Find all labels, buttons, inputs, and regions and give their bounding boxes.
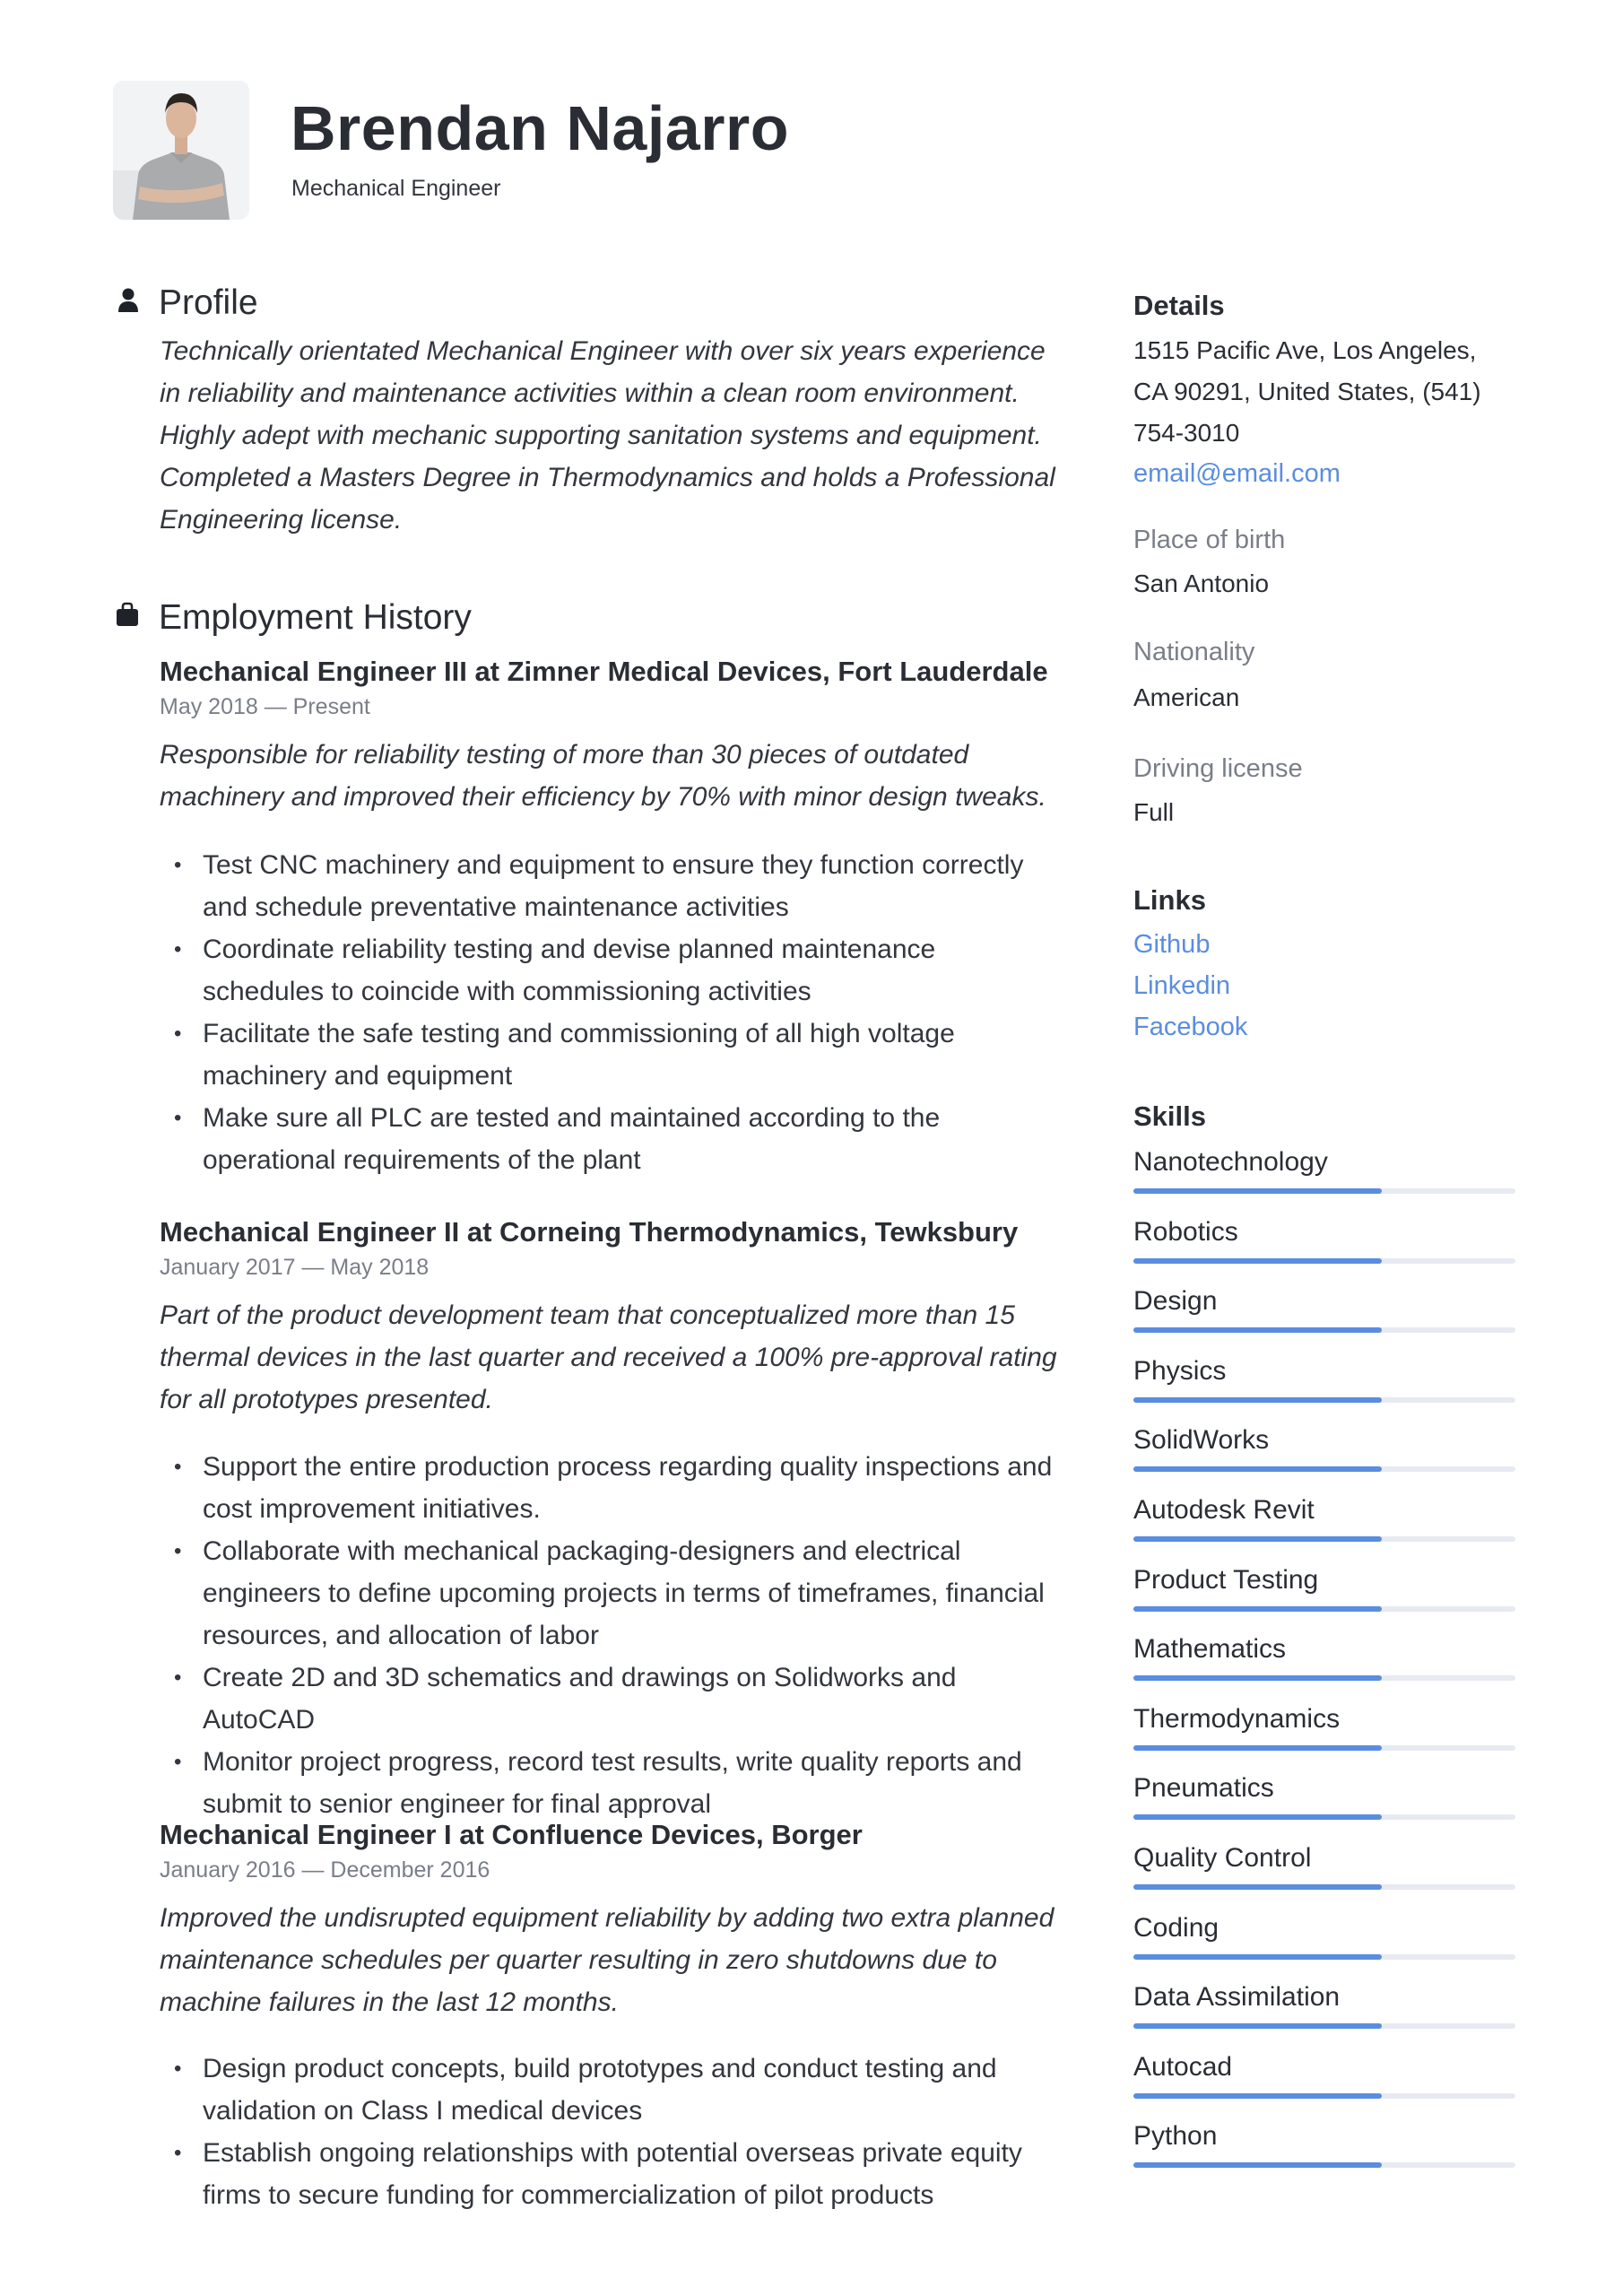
skill-level-fill bbox=[1133, 1745, 1382, 1751]
bullet-item: • Collaborate with mechanical packaging-designers and electrical engineers to define upcoming projects in terms of timeframes, financial resources, and allocation of labor bbox=[160, 1530, 1074, 1657]
job-title: Mechanical Engineer I at Confluence Devices, Borger bbox=[160, 1819, 863, 1850]
skill-level-fill bbox=[1133, 2162, 1382, 2168]
skill-item bbox=[1133, 1216, 1519, 1273]
details-heading: Details bbox=[1133, 290, 1225, 321]
profile-summary bbox=[160, 330, 1083, 541]
skill-level-fill bbox=[1133, 1327, 1382, 1333]
job-summary-line: for all prototypes presented. bbox=[160, 1385, 493, 1414]
skill-level-fill bbox=[1133, 1536, 1382, 1542]
skill-item bbox=[1133, 1355, 1519, 1412]
skill-item bbox=[1133, 1775, 1519, 1829]
place-of-birth-value: San Antonio bbox=[1133, 570, 1270, 597]
skill-level-bar bbox=[1133, 1188, 1515, 1194]
skill-level-fill bbox=[1133, 1675, 1382, 1681]
bullet-item: • Test CNC machinery and equipment to ensure they function correctly and schedule preventative maintenance activities bbox=[160, 844, 1074, 928]
skill-name: Design bbox=[1133, 1286, 1218, 1317]
skill-level-fill bbox=[1133, 1606, 1382, 1612]
skill-level-fill bbox=[1133, 1258, 1382, 1264]
briefcase-icon bbox=[116, 601, 139, 628]
skill-name: Data Assimilation bbox=[1133, 1982, 1341, 2013]
job-title: Mechanical Engineer II at Corneing Thermodynamics, Tewksbury bbox=[160, 1216, 1019, 1248]
skills-heading: Skills bbox=[1133, 1100, 1206, 1132]
address bbox=[1133, 330, 1510, 454]
job-dates: January 2016 — December 2016 bbox=[160, 1857, 490, 1883]
skill-level-fill bbox=[1133, 1884, 1382, 1890]
nationality-value: American bbox=[1133, 683, 1240, 711]
skill-name: Product Testing bbox=[1133, 1564, 1319, 1595]
skill-level-fill bbox=[1133, 1954, 1382, 1960]
section-title-employment: Employment History bbox=[159, 598, 472, 637]
skill-name: Pneumatics bbox=[1133, 1773, 1274, 1804]
skill-level-bar bbox=[1133, 1466, 1515, 1472]
skill-name: Coding bbox=[1133, 1912, 1219, 1943]
profile-line: Technically orientated Mechanical Engineer with over six years experience bbox=[160, 336, 1046, 366]
job-summary-line: thermal devices in the last quarter and received a 100% pre-approval rating bbox=[160, 1343, 1057, 1372]
job-summary bbox=[160, 734, 1083, 818]
skill-level-bar bbox=[1133, 1258, 1515, 1264]
job-bullets bbox=[160, 844, 1074, 1181]
skill-name: Autodesk Revit bbox=[1133, 1495, 1315, 1525]
job-bullets bbox=[160, 2048, 1074, 2216]
skill-level-bar bbox=[1133, 1814, 1515, 1820]
skill-level-bar bbox=[1133, 1397, 1515, 1403]
skill-name: Autocad bbox=[1133, 2051, 1233, 2082]
links-heading: Links bbox=[1133, 884, 1206, 916]
email-link[interactable]: email@email.com bbox=[1133, 459, 1341, 488]
skill-level-fill bbox=[1133, 1188, 1382, 1194]
skill-level-bar bbox=[1133, 1884, 1515, 1890]
skill-item bbox=[1133, 1427, 1519, 1481]
skill-level-bar bbox=[1133, 2093, 1515, 2099]
person-photo-illustration bbox=[113, 81, 249, 220]
bullet-item: • Establish ongoing relationships with potential overseas private equity firms to secure funding for commercialization of pilot products bbox=[160, 2132, 1074, 2216]
bullet-item: • Make sure all PLC are tested and maintained according to the operational requirements of the plant bbox=[160, 1097, 1074, 1181]
nationality-label: Nationality bbox=[1133, 638, 1255, 666]
profile-line: Completed a Masters Degree in Thermodynamics and holds a Professional bbox=[160, 463, 1055, 492]
skill-name: Physics bbox=[1133, 1355, 1227, 1386]
skill-item bbox=[1133, 1845, 1519, 1899]
job-summary bbox=[160, 1294, 1083, 1421]
skill-item bbox=[1133, 1636, 1519, 1690]
bullet-item: • Monitor project progress, record test results, write quality reports and submit to senior engineer for final approval bbox=[160, 1741, 1074, 1825]
skill-level-bar bbox=[1133, 2162, 1515, 2168]
github-link[interactable]: Github bbox=[1133, 930, 1211, 959]
skill-item bbox=[1133, 1564, 1519, 1621]
address-line: 754-3010 bbox=[1133, 419, 1240, 447]
skill-level-fill bbox=[1133, 2023, 1382, 2029]
bullet-item: • Facilitate the safe testing and commissioning of all high voltage machinery and equipment bbox=[160, 1013, 1074, 1097]
candidate-name: Brendan Najarro bbox=[291, 93, 789, 163]
job-title: Mechanical Engineer III at Zimner Medical Devices, Fort Lauderdale bbox=[160, 656, 1048, 687]
skill-level-bar bbox=[1133, 1606, 1515, 1612]
skill-level-bar bbox=[1133, 1536, 1515, 1542]
profile-photo bbox=[113, 81, 249, 220]
skill-level-bar bbox=[1133, 1745, 1515, 1751]
bullet-item: • Create 2D and 3D schematics and drawings on Solidworks and AutoCAD bbox=[160, 1657, 1074, 1741]
profile-line: Engineering license. bbox=[160, 505, 403, 535]
address-line: 1515 Pacific Ave, Los Angeles, bbox=[1133, 336, 1477, 364]
skill-item bbox=[1133, 1288, 1519, 1342]
address-line: CA 90291, United States, (541) bbox=[1133, 378, 1481, 405]
skill-name: Quality Control bbox=[1133, 1843, 1312, 1873]
skill-item bbox=[1133, 1984, 1519, 2038]
job-dates: January 2017 — May 2018 bbox=[160, 1255, 430, 1280]
skill-item bbox=[1133, 2051, 1519, 2108]
job-summary-line: maintenance schedules per quarter resulting in zero shutdowns due to bbox=[160, 1945, 997, 1975]
job-summary-line: machinery and improved their efficiency by 70% with minor design tweaks. bbox=[160, 782, 1046, 812]
skill-name: Nanotechnology bbox=[1133, 1147, 1328, 1177]
driving-license-value: Full bbox=[1133, 798, 1175, 826]
skill-name: Robotics bbox=[1133, 1216, 1238, 1247]
job-summary-line: Part of the product development team that conceptualized more than 15 bbox=[160, 1300, 1015, 1330]
linkedin-link[interactable]: Linkedin bbox=[1133, 971, 1231, 1000]
skill-level-fill bbox=[1133, 1397, 1382, 1403]
facebook-link[interactable]: Facebook bbox=[1133, 1013, 1248, 1041]
skill-item bbox=[1133, 1497, 1519, 1551]
job-summary-line: Improved the undisrupted equipment reliability by adding two extra planned bbox=[160, 1903, 1055, 1933]
section-title-profile: Profile bbox=[159, 283, 258, 322]
skill-level-bar bbox=[1133, 1327, 1515, 1333]
skill-item bbox=[1133, 1912, 1519, 1969]
place-of-birth-label: Place of birth bbox=[1133, 526, 1286, 554]
candidate-job-title: Mechanical Engineer bbox=[291, 176, 501, 201]
skill-item bbox=[1133, 1149, 1519, 1203]
job-bullets bbox=[160, 1446, 1074, 1825]
job-summary-line: machine failures in the last 12 months. bbox=[160, 1987, 619, 2017]
skill-name: SolidWorks bbox=[1133, 1425, 1270, 1456]
profile-line: in reliability and maintenance activities within a clean room environment. bbox=[160, 378, 1020, 408]
bullet-item: • Coordinate reliability testing and devise planned maintenance schedules to coincide with commissioning activities bbox=[160, 928, 1074, 1013]
skill-level-fill bbox=[1133, 1814, 1382, 1820]
skill-level-fill bbox=[1133, 1466, 1382, 1472]
skill-level-fill bbox=[1133, 2093, 1382, 2099]
skill-name: Python bbox=[1133, 2121, 1218, 2152]
bullet-item: • Support the entire production process regarding quality inspections and cost improvement initiatives. bbox=[160, 1446, 1074, 1530]
skill-name: Mathematics bbox=[1133, 1634, 1287, 1665]
skill-level-bar bbox=[1133, 1675, 1515, 1681]
profile-line: Highly adept with mechanic supporting sanitation systems and equipment. bbox=[160, 421, 1042, 450]
job-summary bbox=[160, 1897, 1083, 2023]
job-dates: May 2018 — Present bbox=[160, 694, 370, 719]
skill-item bbox=[1133, 2123, 1519, 2177]
skill-level-bar bbox=[1133, 1954, 1515, 1960]
skill-item bbox=[1133, 1703, 1519, 1760]
bullet-item: • Design product concepts, build prototypes and conduct testing and validation on Class I medical devices bbox=[160, 2048, 1074, 2132]
skill-level-bar bbox=[1133, 2023, 1515, 2029]
job-summary-line: Responsible for reliability testing of more than 30 pieces of outdated bbox=[160, 740, 969, 770]
person-icon bbox=[117, 287, 140, 314]
driving-license-label: Driving license bbox=[1133, 754, 1303, 783]
skill-name: Thermodynamics bbox=[1133, 1703, 1341, 1734]
